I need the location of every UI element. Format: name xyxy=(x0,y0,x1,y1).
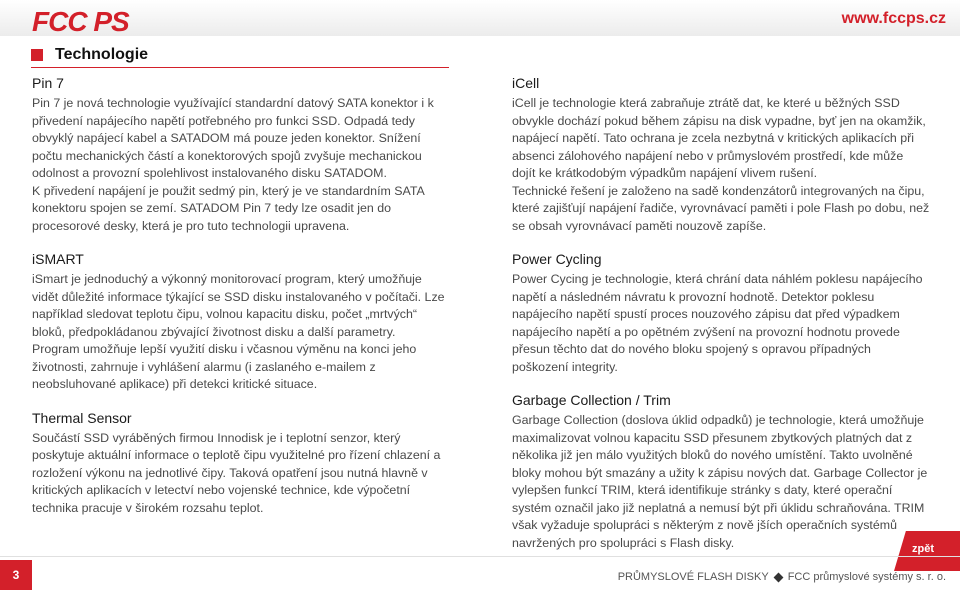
pin7-paragraph-2: K přivedení napájení je použit sedmý pin, který je ve standardním SATA konektoru spojen se zemí. SATADOM Pin 7 tedy lze osadit jen do procesorové desky, která je pro tuto technologii upravena. xyxy=(32,183,425,233)
header-band xyxy=(0,0,960,36)
right-column xyxy=(512,74,930,567)
ismart-heading: iSMART xyxy=(32,251,84,267)
garbage-collection-section xyxy=(512,391,930,552)
pin7-section xyxy=(32,74,450,235)
logo-text: FCC PS xyxy=(32,6,129,37)
ismart-paragraph-2: Program umožňuje lepší využití disku i včasnou výměnu na konci jeho životnosti, zahrnuje i vyhlášení alarmu (i zaslaného e-mailem z neobsluhované aplikace) při detekci kritické situace. xyxy=(32,342,417,391)
red-square-icon xyxy=(31,49,43,61)
icell-paragraph-2: Technické řešení je založeno na sadě kondenzátorů integrovaných na čipu, které zajišťují napájení řadiče, vyrovnávací paměti i pole Flash po dobu, než se obsah vyrovnávací paměti nouzově zapíše. xyxy=(512,183,930,233)
thermal-sensor-heading: Thermal Sensor xyxy=(32,409,132,426)
ismart-paragraph-1: iSmart je jednoduchý a výkonný monitorovací program, který umožňuje vidět důležité informace týkající se SSD disku instalovaného v počítači. Lze například sledovat teplotu čipu, volnou kapacitu disku, počet „mrtvých“ bloků, předpokládanou zbývající životnost disku a další parametry. xyxy=(32,272,445,339)
page-number: 3 xyxy=(0,560,32,590)
header-rule xyxy=(31,67,449,68)
diamond-icon xyxy=(773,572,783,582)
power-cycling-heading: Power Cycling xyxy=(512,251,602,267)
fccps-logo xyxy=(32,7,129,37)
footer-left-text: PRŮMYSLOVÉ FLASH DISKY xyxy=(617,571,769,583)
power-cycling-section xyxy=(512,250,930,376)
section-title: Technologie xyxy=(55,46,149,63)
icell-paragraph-1: iCell je technologie která zabraňuje ztrátě dat, ke které u běžných SSD obvykle dochází pokud během zápisu na disk vypadne, byť jen na okamžik, napájecí napětí. Tato ochrana je zcela nezbytná v kritických aplikacích při absenci zálohového napájení nebo v průmyslovém prostředí, kde může dojít ke krátkodobým výpadkům napájení vlivem rušení. xyxy=(512,96,926,180)
left-column xyxy=(32,74,450,532)
back-button-label: zpět xyxy=(912,543,934,555)
power-cycling-paragraph: Power Cycing je technologie, která chrání data náhlém poklesu napájecího napětí a následném návratu k provozní hodnotě. Detektor poklesu napájecího napětí spustí proces nouzového zápisu dat před výpadkem napájecího napětí a po opětném zvýšení na provozní hodnotu provede přesun těchto dat do nového bloku spojený s opravou případných poškození integrity. xyxy=(512,272,923,374)
ismart-section xyxy=(32,250,450,394)
icell-heading: iCell xyxy=(512,75,540,91)
thermal-sensor-section xyxy=(32,409,450,518)
pin7-paragraph-1: Pin 7 je nová technologie využívající standardní datový SATA konektor i k přivedení napájecího napětí potřebného pro funkci SSD. Odpadá tedy obvyklý napájecí kabel a SATADOM má pouze jeden konektor. Snížení počtu mechanických částí a konektorových spojů zvyšuje mechanickou odolnost a provozní spolehlivost instalovaného disku SATADOM. xyxy=(32,96,434,180)
back-button[interactable] xyxy=(894,531,960,571)
garbage-collection-heading: Garbage Collection / Trim xyxy=(512,392,671,408)
section-header xyxy=(31,46,148,64)
website-url[interactable]: www.fccps.cz xyxy=(841,10,946,27)
footer-rule xyxy=(0,556,960,557)
icell-section xyxy=(512,74,930,235)
footer-right-text: FCC průmyslové systémy s. r. o. xyxy=(787,571,946,583)
pin7-heading: Pin 7 xyxy=(32,75,64,91)
thermal-sensor-paragraph: Součástí SSD vyráběných firmou Innodisk je i teplotní senzor, který poskytuje aktuální informace o teplotě čipu využitelné pro řízení chlazení a rozložení výkonu na jednotlivé čipy. Taková opatření jsou nutná hlavně v kritických aplikacích v letectví nebo vojenské technice, kde výpočetní technika pracuje v širokém rozsahu teplot. xyxy=(32,430,441,515)
top-bar xyxy=(0,0,960,40)
garbage-collection-paragraph: Garbage Collection (doslova úklid odpadků) je technologie, která umožňuje maximalizovat volnou kapacitu SSD přesunem zbytkových platných dat z několika již jen málo využitých bloků do nového umístění. Takto uvolněné bloky mohou být smazány a užity k zápisu nových dat. Garbage Collector je vylepšen funkcí TRIM, která identifikuje stránky s daty, které operační systém označil jako již neplatná a nemusí být při úklidu schraňována. TRIM však vyžaduje spolupráci s některým z nově jších operačních systémů navržených pro spolupráci s Flash disky. xyxy=(512,413,928,550)
footer-text xyxy=(618,571,946,583)
